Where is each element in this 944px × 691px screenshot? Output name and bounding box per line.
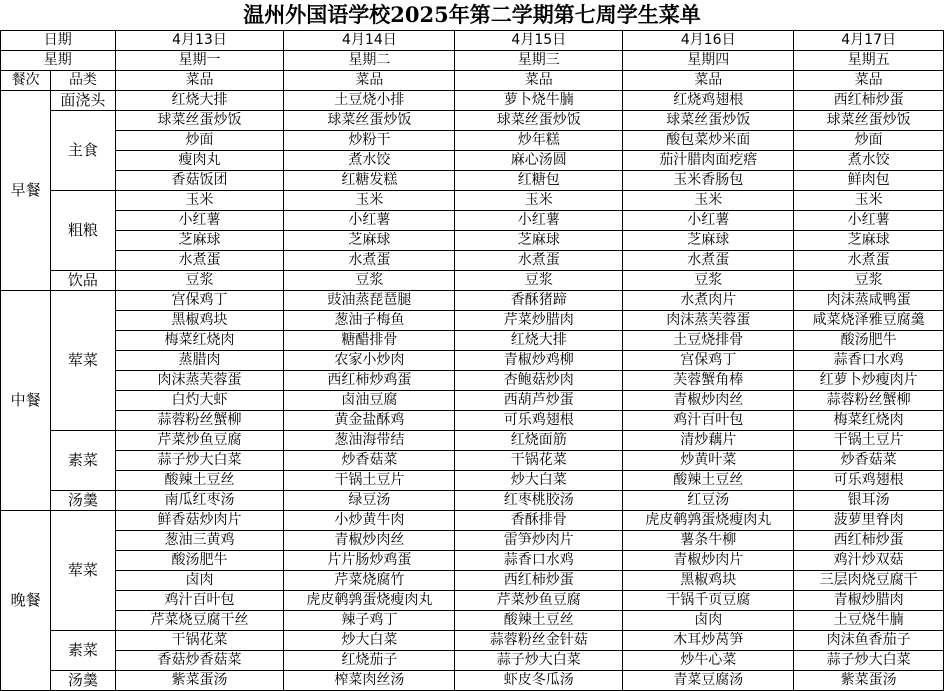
dish-cell: 肉沫蒸芙蓉蛋	[115, 371, 284, 391]
dish-cell: 炒香菇菜	[794, 451, 944, 471]
dish-cell: 宫保鸡丁	[623, 351, 794, 371]
category-name: 素菜	[51, 431, 115, 491]
dish-cell: 玉米	[455, 191, 623, 211]
dish-cell: 球菜丝蛋炒饭	[623, 111, 794, 131]
category-name: 汤羹	[51, 671, 115, 691]
weekday-cell: 星期二	[284, 51, 455, 71]
dish-cell: 小红薯	[794, 211, 944, 231]
dish-cell: 青椒炒肉丝	[284, 531, 455, 551]
dish-cell: 青椒炒肉片	[623, 551, 794, 571]
dish-cell: 卤油豆腐	[284, 391, 455, 411]
menu-row	[1, 631, 944, 651]
dish-cell: 香酥猪蹄	[455, 291, 623, 311]
dish-cell: 酸汤肥牛	[794, 331, 944, 351]
menu-row	[1, 451, 944, 471]
dish-cell: 芹菜炒鱼豆腐	[455, 591, 623, 611]
dish-cell: 炒香菇菜	[284, 451, 455, 471]
dish-cell: 炒大白菜	[455, 471, 623, 491]
dish-cell: 南瓜红枣汤	[115, 491, 284, 511]
dish-cell: 芹菜炒鱼豆腐	[115, 431, 284, 451]
dish-cell: 银耳汤	[794, 491, 944, 511]
dish-cell: 豆浆	[623, 271, 794, 291]
menu-row	[1, 531, 944, 551]
menu-row	[1, 671, 944, 691]
dish-cell: 水煮蛋	[284, 251, 455, 271]
weekday-cell: 星期五	[794, 51, 944, 71]
dish-cell: 小红薯	[623, 211, 794, 231]
dish-cell: 土豆烧小排	[284, 91, 455, 111]
menu-row	[1, 131, 944, 151]
dish-cell: 玉米	[794, 191, 944, 211]
dish-cell: 豆浆	[794, 271, 944, 291]
dish-cell: 球菜丝蛋炒饭	[455, 111, 623, 131]
dish-cell: 芝麻球	[284, 231, 455, 251]
dish-cell: 鸡汁炒双菇	[794, 551, 944, 571]
dish-cell: 片片肠炒鸡蛋	[284, 551, 455, 571]
dish-cell: 榨菜肉丝汤	[284, 671, 455, 691]
dish-cell: 炒面	[794, 131, 944, 151]
dish-cell: 红烧面筋	[455, 431, 623, 451]
date-cell: 4月16日	[623, 31, 794, 51]
menu-row	[1, 171, 944, 191]
dish-cell: 葱油海带结	[284, 431, 455, 451]
dish-cell: 球菜丝蛋炒饭	[115, 111, 284, 131]
menu-row	[1, 211, 944, 231]
meal-name: 早餐	[1, 91, 51, 291]
menu-row	[1, 651, 944, 671]
dish-cell: 炒大白菜	[284, 631, 455, 651]
menu-row	[1, 431, 944, 451]
dish-cell: 土豆烧排骨	[623, 331, 794, 351]
dish-cell: 水煮蛋	[455, 251, 623, 271]
dish-cell: 红糖发糕	[284, 171, 455, 191]
column-header-row	[1, 71, 944, 91]
dish-cell: 蒜子炒大白菜	[115, 451, 284, 471]
dish-cell: 黑椒鸡块	[115, 311, 284, 331]
weekday-cell: 星期四	[623, 51, 794, 71]
dish-cell: 酸包菜炒米面	[623, 131, 794, 151]
dish-cell: 芝麻球	[623, 231, 794, 251]
dish-cell: 干锅花菜	[115, 631, 284, 651]
dish-cell: 鸡汁百叶包	[623, 411, 794, 431]
dish-cell: 西红柿炒蛋	[794, 91, 944, 111]
dish-cell: 青椒炒肉丝	[623, 391, 794, 411]
dish-cell: 炒黄叶菜	[623, 451, 794, 471]
dish-cell: 水煮蛋	[115, 251, 284, 271]
dish-cell: 紫菜蛋汤	[115, 671, 284, 691]
dish-cell: 红萝卜炒瘦肉片	[794, 371, 944, 391]
dish-cell: 小红薯	[115, 211, 284, 231]
dish-cell: 茄汁腊肉面疙瘩	[623, 151, 794, 171]
category-label: 品类	[51, 71, 115, 91]
dish-cell: 玉米	[284, 191, 455, 211]
dish-cell: 紫菜蛋汤	[794, 671, 944, 691]
category-name: 粗粮	[51, 191, 115, 271]
menu-row	[1, 111, 944, 131]
date-cell: 4月17日	[794, 31, 944, 51]
dish-cell: 水煮蛋	[623, 251, 794, 271]
dish-cell: 酸汤肥牛	[115, 551, 284, 571]
dish-cell: 西红柿炒鸡蛋	[284, 371, 455, 391]
dish-cell: 干锅花菜	[455, 451, 623, 471]
dish-cell: 芝麻球	[455, 231, 623, 251]
dish-cell: 香菇饭团	[115, 171, 284, 191]
dish-cell: 香菇炒香菇菜	[115, 651, 284, 671]
dish-cell: 小炒黄牛肉	[284, 511, 455, 531]
dish-cell: 炒牛心菜	[623, 651, 794, 671]
date-cell: 4月15日	[455, 31, 623, 51]
dish-cell: 炒面	[115, 131, 284, 151]
dish-cell: 清炒藕片	[623, 431, 794, 451]
dish-cell: 农家小炒肉	[284, 351, 455, 371]
dish-cell: 蒜香口水鸡	[794, 351, 944, 371]
date-cell: 4月14日	[284, 31, 455, 51]
dish-label: 菜品	[794, 71, 944, 91]
dish-cell: 卤肉	[115, 571, 284, 591]
date-cell: 4月13日	[115, 31, 284, 51]
dish-cell: 葱油三黄鸡	[115, 531, 284, 551]
dish-cell: 葱油子梅鱼	[284, 311, 455, 331]
category-name: 荤菜	[51, 511, 115, 631]
dish-cell: 红烧茄子	[284, 651, 455, 671]
dish-cell: 虾皮冬瓜汤	[455, 671, 623, 691]
menu-row	[1, 251, 944, 271]
dish-label: 菜品	[284, 71, 455, 91]
dish-cell: 蒜子炒大白菜	[794, 651, 944, 671]
dish-cell: 玉米香肠包	[623, 171, 794, 191]
menu-row	[1, 551, 944, 571]
dish-cell: 蒜蓉粉丝蟹柳	[115, 411, 284, 431]
dish-cell: 宫保鸡丁	[115, 291, 284, 311]
dish-cell: 小红薯	[284, 211, 455, 231]
dish-cell: 红豆汤	[623, 491, 794, 511]
dish-cell: 玉米	[623, 191, 794, 211]
dish-cell: 煮水饺	[794, 151, 944, 171]
dish-cell: 芹菜烧豆腐干丝	[115, 611, 284, 631]
dish-cell: 水煮肉片	[623, 291, 794, 311]
dish-cell: 肉沫蒸芙蓉蛋	[623, 311, 794, 331]
dish-cell: 梅菜红烧肉	[794, 411, 944, 431]
dish-cell: 酸辣土豆丝	[455, 611, 623, 631]
weekday-label: 星期	[1, 51, 116, 71]
dish-cell: 红烧鸡翅根	[623, 91, 794, 111]
dish-cell: 咸菜烧泽雅豆腐羹	[794, 311, 944, 331]
dish-cell: 卤肉	[623, 611, 794, 631]
dish-cell: 鸡汁百叶包	[115, 591, 284, 611]
menu-table	[0, 30, 944, 691]
dish-cell: 酸辣土豆丝	[115, 471, 284, 491]
menu-row	[1, 91, 944, 111]
dish-cell: 西葫芦炒蛋	[455, 391, 623, 411]
menu-row	[1, 291, 944, 311]
dish-cell: 玉米	[115, 191, 284, 211]
menu-row	[1, 471, 944, 491]
dish-cell: 干锅千页豆腐	[623, 591, 794, 611]
meal-name: 中餐	[1, 291, 51, 511]
dish-cell: 麻心汤圆	[455, 151, 623, 171]
dish-cell: 红烧大排	[455, 331, 623, 351]
dish-cell: 红糖包	[455, 171, 623, 191]
dish-cell: 鲜香菇炒肉片	[115, 511, 284, 531]
dish-cell: 豉油蒸琵琶腿	[284, 291, 455, 311]
dish-cell: 豆浆	[115, 271, 284, 291]
menu-row	[1, 411, 944, 431]
dish-cell: 球菜丝蛋炒饭	[284, 111, 455, 131]
dish-cell: 干锅土豆片	[284, 471, 455, 491]
dish-cell: 豆浆	[455, 271, 623, 291]
menu-row	[1, 491, 944, 511]
dish-cell: 炒粉干	[284, 131, 455, 151]
dish-cell: 炒年糕	[455, 131, 623, 151]
dish-cell: 雷笋炒肉片	[455, 531, 623, 551]
date-label: 日期	[1, 31, 116, 51]
category-name: 饮品	[51, 271, 115, 291]
dish-cell: 干锅土豆片	[794, 431, 944, 451]
dish-cell: 萝卜烧牛腩	[455, 91, 623, 111]
menu-row	[1, 231, 944, 251]
dish-cell: 蒜蓉粉丝金针菇	[455, 631, 623, 651]
category-name: 面浇头	[51, 91, 115, 111]
dish-cell: 香酥排骨	[455, 511, 623, 531]
dish-cell: 梅菜红烧肉	[115, 331, 284, 351]
dish-cell: 芝麻球	[115, 231, 284, 251]
dish-cell: 芹菜烧腐竹	[284, 571, 455, 591]
dish-cell: 肉沫蒸咸鸭蛋	[794, 291, 944, 311]
dish-cell: 蒜蓉粉丝蟹柳	[794, 391, 944, 411]
dish-cell: 蒸腊肉	[115, 351, 284, 371]
dish-label: 菜品	[455, 71, 623, 91]
dish-cell: 杏鲍菇炒肉	[455, 371, 623, 391]
menu-row	[1, 311, 944, 331]
dish-cell: 菠萝里脊肉	[794, 511, 944, 531]
dish-cell: 虎皮鹌鹑蛋烧瘦肉丸	[623, 511, 794, 531]
dish-cell: 蒜子炒大白菜	[455, 651, 623, 671]
dish-cell: 红枣桃胶汤	[455, 491, 623, 511]
dish-cell: 可乐鸡翅根	[455, 411, 623, 431]
category-name: 素菜	[51, 631, 115, 671]
category-name: 主食	[51, 111, 115, 191]
menu-row	[1, 511, 944, 531]
meal-label: 餐次	[1, 71, 51, 91]
dish-cell: 黑椒鸡块	[623, 571, 794, 591]
weekday-cell: 星期三	[455, 51, 623, 71]
dish-cell: 瘦肉丸	[115, 151, 284, 171]
weekday-row	[1, 51, 944, 71]
dish-cell: 糖醋排骨	[284, 331, 455, 351]
date-row	[1, 31, 944, 51]
menu-row	[1, 151, 944, 171]
dish-cell: 蒜香口水鸡	[455, 551, 623, 571]
dish-cell: 肉沫鱼香茄子	[794, 631, 944, 651]
dish-cell: 三层肉烧豆腐干	[794, 571, 944, 591]
dish-cell: 水煮蛋	[794, 251, 944, 271]
dish-cell: 黄金盐酥鸡	[284, 411, 455, 431]
menu-row	[1, 271, 944, 291]
dish-cell: 青椒炒腊肉	[794, 591, 944, 611]
dish-cell: 西红柿炒蛋	[455, 571, 623, 591]
menu-row	[1, 591, 944, 611]
dish-cell: 青椒炒鸡柳	[455, 351, 623, 371]
dish-cell: 小红薯	[455, 211, 623, 231]
dish-cell: 辣子鸡丁	[284, 611, 455, 631]
category-name: 汤羹	[51, 491, 115, 511]
dish-cell: 白灼大虾	[115, 391, 284, 411]
menu-row	[1, 351, 944, 371]
dish-cell: 薯条牛柳	[623, 531, 794, 551]
dish-cell: 球菜丝蛋炒饭	[794, 111, 944, 131]
dish-cell: 青菜豆腐汤	[623, 671, 794, 691]
dish-cell: 木耳炒莴笋	[623, 631, 794, 651]
dish-cell: 绿豆汤	[284, 491, 455, 511]
dish-cell: 鲜肉包	[794, 171, 944, 191]
dish-cell: 豆浆	[284, 271, 455, 291]
menu-row	[1, 611, 944, 631]
menu-row	[1, 571, 944, 591]
meal-name: 晚餐	[1, 511, 51, 691]
menu-row	[1, 391, 944, 411]
dish-cell: 土豆烧牛腩	[794, 611, 944, 631]
menu-row	[1, 331, 944, 351]
dish-cell: 芝麻球	[794, 231, 944, 251]
dish-cell: 煮水饺	[284, 151, 455, 171]
dish-cell: 虎皮鹌鹑蛋烧瘦肉丸	[284, 591, 455, 611]
dish-cell: 可乐鸡翅根	[794, 471, 944, 491]
dish-cell: 芙蓉蟹角棒	[623, 371, 794, 391]
dish-label: 菜品	[115, 71, 284, 91]
dish-cell: 芹菜炒腊肉	[455, 311, 623, 331]
menu-row	[1, 371, 944, 391]
category-name: 荤菜	[51, 291, 115, 431]
dish-cell: 西红柿炒蛋	[794, 531, 944, 551]
dish-cell: 酸辣土豆丝	[623, 471, 794, 491]
dish-cell: 红烧大排	[115, 91, 284, 111]
weekday-cell: 星期一	[115, 51, 284, 71]
dish-label: 菜品	[623, 71, 794, 91]
menu-row	[1, 191, 944, 211]
menu-title: 温州外国语学校2025年第二学期第七周学生菜单	[243, 2, 701, 27]
